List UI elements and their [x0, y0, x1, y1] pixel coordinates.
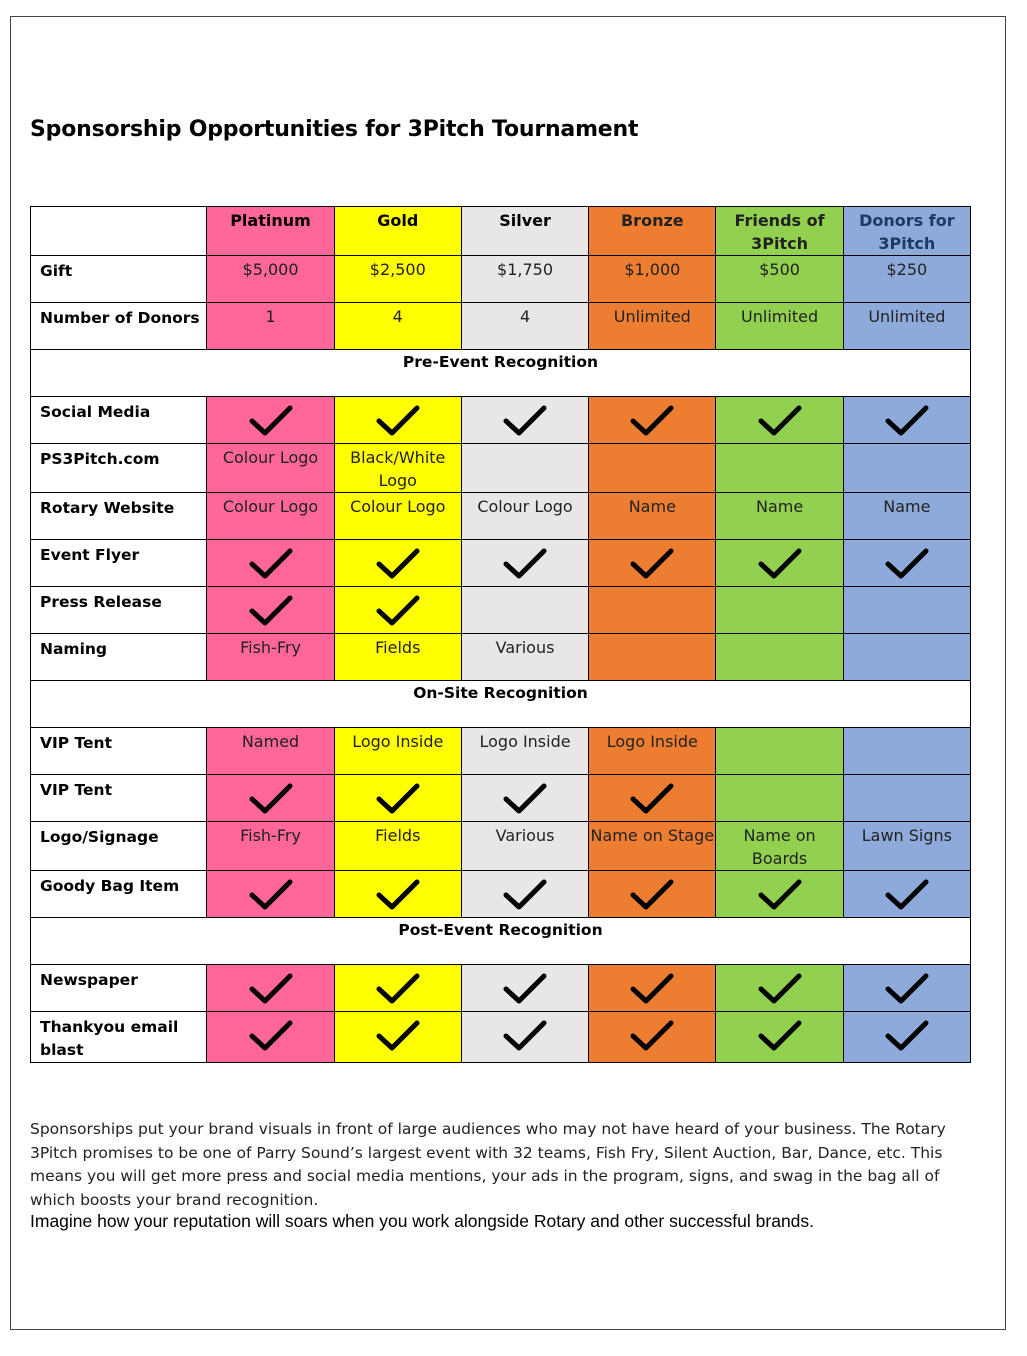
- benefit-cell-friends: Name on Boards: [716, 822, 843, 871]
- benefit-cell-bronze: Name on Stage: [589, 822, 716, 871]
- benefit-cell-friends: [716, 965, 843, 1012]
- checkmark-icon: [630, 878, 674, 912]
- donors-cell-donors: Unlimited: [843, 303, 970, 350]
- section-header-row: [31, 350, 971, 397]
- benefit-cell-friends: [716, 397, 843, 444]
- gift-cell-gold: $2,500: [334, 256, 461, 303]
- benefit-row: [31, 444, 971, 493]
- benefit-cell-bronze: [589, 965, 716, 1012]
- checkmark-icon: [249, 782, 293, 816]
- sponsorship-table-body: [31, 207, 971, 1063]
- benefit-cell-donors: [843, 444, 970, 493]
- benefit-cell-gold: [334, 965, 461, 1012]
- page-title: Sponsorship Opportunities for 3Pitch Tournament: [30, 117, 639, 142]
- benefit-cell-gold: Fields: [334, 634, 461, 681]
- checkmark-icon: [885, 547, 929, 581]
- benefit-cell-silver: Various: [461, 822, 588, 871]
- benefit-cell-donors: Lawn Signs: [843, 822, 970, 871]
- benefit-row: [31, 965, 971, 1012]
- level-header-bronze: Bronze: [589, 207, 716, 256]
- checkmark-icon: [503, 782, 547, 816]
- benefit-cell-silver: [461, 397, 588, 444]
- checkmark-icon: [376, 404, 420, 438]
- sponsorship-table: [30, 206, 971, 1063]
- benefit-cell-donors: [843, 397, 970, 444]
- checkmark-icon: [630, 782, 674, 816]
- benefit-cell-silver: [461, 871, 588, 918]
- benefit-row: [31, 822, 971, 871]
- benefit-cell-platinum: Named: [207, 728, 334, 775]
- checkmark-icon: [249, 1019, 293, 1053]
- benefit-cell-donors: [843, 634, 970, 681]
- benefit-cell-bronze: [589, 397, 716, 444]
- benefit-cell-friends: [716, 540, 843, 587]
- benefit-cell-friends: [716, 634, 843, 681]
- section-title-post-event-recognition: Post-Event Recognition: [31, 918, 971, 965]
- benefit-label-vip-tent: VIP Tent: [31, 775, 207, 822]
- checkmark-icon: [376, 782, 420, 816]
- row-label-donors: Number of Donors: [31, 303, 207, 350]
- benefit-cell-gold: [334, 397, 461, 444]
- row-label-gift: Gift: [31, 256, 207, 303]
- section-title-pre-event-recognition: Pre-Event Recognition: [31, 350, 971, 397]
- checkmark-icon: [249, 404, 293, 438]
- benefit-cell-platinum: Colour Logo: [207, 493, 334, 540]
- benefit-cell-gold: [334, 540, 461, 587]
- benefit-row: [31, 728, 971, 775]
- checkmark-icon: [630, 972, 674, 1006]
- closing-statement: Imagine how your reputation will soars when you work alongside Rotary and other successful brands.: [30, 1211, 815, 1231]
- checkmark-icon: [503, 547, 547, 581]
- checkmark-icon: [249, 547, 293, 581]
- level-header-silver: Silver: [461, 207, 588, 256]
- benefit-cell-platinum: [207, 965, 334, 1012]
- benefit-cell-silver: Logo Inside: [461, 728, 588, 775]
- benefit-cell-bronze: Logo Inside: [589, 728, 716, 775]
- header-corner-cell: [31, 207, 207, 256]
- header-row: [31, 207, 971, 256]
- donors-cell-gold: 4: [334, 303, 461, 350]
- benefit-label-naming: Naming: [31, 634, 207, 681]
- checkmark-icon: [630, 547, 674, 581]
- benefit-cell-silver: Colour Logo: [461, 493, 588, 540]
- gift-cell-donors: $250: [843, 256, 970, 303]
- benefit-label-thankyou-email-blast: Thankyou email blast: [31, 1012, 207, 1063]
- benefit-label-goody-bag-item: Goody Bag Item: [31, 871, 207, 918]
- checkmark-icon: [885, 972, 929, 1006]
- benefit-label-event-flyer: Event Flyer: [31, 540, 207, 587]
- benefit-label-rotary-website: Rotary Website: [31, 493, 207, 540]
- checkmark-icon: [376, 972, 420, 1006]
- benefit-cell-platinum: Fish-Fry: [207, 822, 334, 871]
- benefit-row: [31, 871, 971, 918]
- donors-cell-platinum: 1: [207, 303, 334, 350]
- section-title-on-site-recognition: On-Site Recognition: [31, 681, 971, 728]
- benefit-label-vip-tent: VIP Tent: [31, 728, 207, 775]
- benefit-cell-silver: [461, 1012, 588, 1063]
- benefit-row: [31, 1012, 971, 1063]
- benefit-cell-gold: [334, 1012, 461, 1063]
- benefit-cell-bronze: [589, 634, 716, 681]
- checkmark-icon: [376, 594, 420, 628]
- level-header-gold: Gold: [334, 207, 461, 256]
- benefit-cell-friends: [716, 444, 843, 493]
- donors-row: [31, 303, 971, 350]
- benefit-label-ps3pitch-com: PS3Pitch.com: [31, 444, 207, 493]
- section-header-row: [31, 681, 971, 728]
- benefit-cell-bronze: [589, 775, 716, 822]
- benefit-label-newspaper: Newspaper: [31, 965, 207, 1012]
- level-header-donors: Donors for 3Pitch: [843, 207, 970, 256]
- benefit-cell-platinum: [207, 1012, 334, 1063]
- benefit-cell-platinum: Colour Logo: [207, 444, 334, 493]
- benefit-row: [31, 397, 971, 444]
- benefit-cell-gold: Fields: [334, 822, 461, 871]
- checkmark-icon: [885, 1019, 929, 1053]
- benefit-cell-gold: [334, 871, 461, 918]
- level-header-platinum: Platinum: [207, 207, 334, 256]
- benefit-cell-friends: [716, 1012, 843, 1063]
- benefit-row: [31, 775, 971, 822]
- benefit-cell-gold: Black/White Logo: [334, 444, 461, 493]
- benefit-cell-donors: [843, 540, 970, 587]
- checkmark-icon: [503, 1019, 547, 1053]
- benefit-cell-friends: [716, 775, 843, 822]
- benefit-label-press-release: Press Release: [31, 587, 207, 634]
- checkmark-icon: [376, 547, 420, 581]
- benefit-cell-silver: [461, 965, 588, 1012]
- benefit-cell-donors: Name: [843, 493, 970, 540]
- benefit-cell-platinum: [207, 587, 334, 634]
- checkmark-icon: [758, 878, 802, 912]
- checkmark-icon: [503, 404, 547, 438]
- gift-cell-bronze: $1,000: [589, 256, 716, 303]
- benefit-cell-friends: Name: [716, 493, 843, 540]
- benefit-cell-silver: [461, 444, 588, 493]
- gift-cell-silver: $1,750: [461, 256, 588, 303]
- donors-cell-friends: Unlimited: [716, 303, 843, 350]
- donors-cell-silver: 4: [461, 303, 588, 350]
- checkmark-icon: [630, 404, 674, 438]
- checkmark-icon: [758, 972, 802, 1006]
- level-header-friends: Friends of 3Pitch: [716, 207, 843, 256]
- benefit-label-logo-signage: Logo/Signage: [31, 822, 207, 871]
- benefit-row: [31, 493, 971, 540]
- benefit-cell-bronze: [589, 587, 716, 634]
- checkmark-icon: [376, 1019, 420, 1053]
- benefit-cell-silver: [461, 540, 588, 587]
- benefit-cell-silver: Various: [461, 634, 588, 681]
- benefit-label-social-media: Social Media: [31, 397, 207, 444]
- gift-row: [31, 256, 971, 303]
- benefit-cell-platinum: [207, 871, 334, 918]
- checkmark-icon: [249, 972, 293, 1006]
- benefit-row: [31, 634, 971, 681]
- checkmark-icon: [249, 594, 293, 628]
- benefit-cell-gold: [334, 775, 461, 822]
- benefit-row: [31, 540, 971, 587]
- checkmark-icon: [376, 878, 420, 912]
- checkmark-icon: [503, 878, 547, 912]
- gift-cell-platinum: $5,000: [207, 256, 334, 303]
- benefit-cell-bronze: [589, 871, 716, 918]
- checkmark-icon: [503, 972, 547, 1006]
- benefit-cell-platinum: Fish-Fry: [207, 634, 334, 681]
- benefit-cell-bronze: [589, 444, 716, 493]
- benefit-cell-bronze: Name: [589, 493, 716, 540]
- benefit-cell-gold: Colour Logo: [334, 493, 461, 540]
- benefit-cell-donors: [843, 965, 970, 1012]
- benefit-cell-bronze: [589, 540, 716, 587]
- benefit-cell-friends: [716, 871, 843, 918]
- benefit-cell-friends: [716, 728, 843, 775]
- checkmark-icon: [758, 547, 802, 581]
- section-header-row: [31, 918, 971, 965]
- benefit-cell-donors: [843, 1012, 970, 1063]
- benefit-cell-silver: [461, 775, 588, 822]
- benefit-cell-donors: [843, 728, 970, 775]
- gift-cell-friends: $500: [716, 256, 843, 303]
- benefit-cell-platinum: [207, 397, 334, 444]
- checkmark-icon: [630, 1019, 674, 1053]
- checkmark-icon: [885, 404, 929, 438]
- benefit-row: [31, 587, 971, 634]
- benefit-cell-platinum: [207, 775, 334, 822]
- sponsorship-description: Sponsorships put your brand visuals in front of large audiences who may not have heard of your business. The Rotary 3Pitch promises to be one of Parry Sound’s largest event with 32 teams, Fish Fry, Silent Auction, Bar, Dance, etc. This means you will get more press and social media mentions, your ads in the program, signs, and swag in the bag all of which boosts your brand recognition.: [30, 1120, 946, 1209]
- benefit-cell-gold: Logo Inside: [334, 728, 461, 775]
- donors-cell-bronze: Unlimited: [589, 303, 716, 350]
- benefit-cell-platinum: [207, 540, 334, 587]
- benefit-cell-gold: [334, 587, 461, 634]
- checkmark-icon: [249, 878, 293, 912]
- benefit-cell-donors: [843, 775, 970, 822]
- checkmark-icon: [758, 1019, 802, 1053]
- benefit-cell-bronze: [589, 1012, 716, 1063]
- benefit-cell-donors: [843, 871, 970, 918]
- benefit-cell-silver: [461, 587, 588, 634]
- benefit-cell-donors: [843, 587, 970, 634]
- checkmark-icon: [758, 404, 802, 438]
- checkmark-icon: [885, 878, 929, 912]
- benefit-cell-friends: [716, 587, 843, 634]
